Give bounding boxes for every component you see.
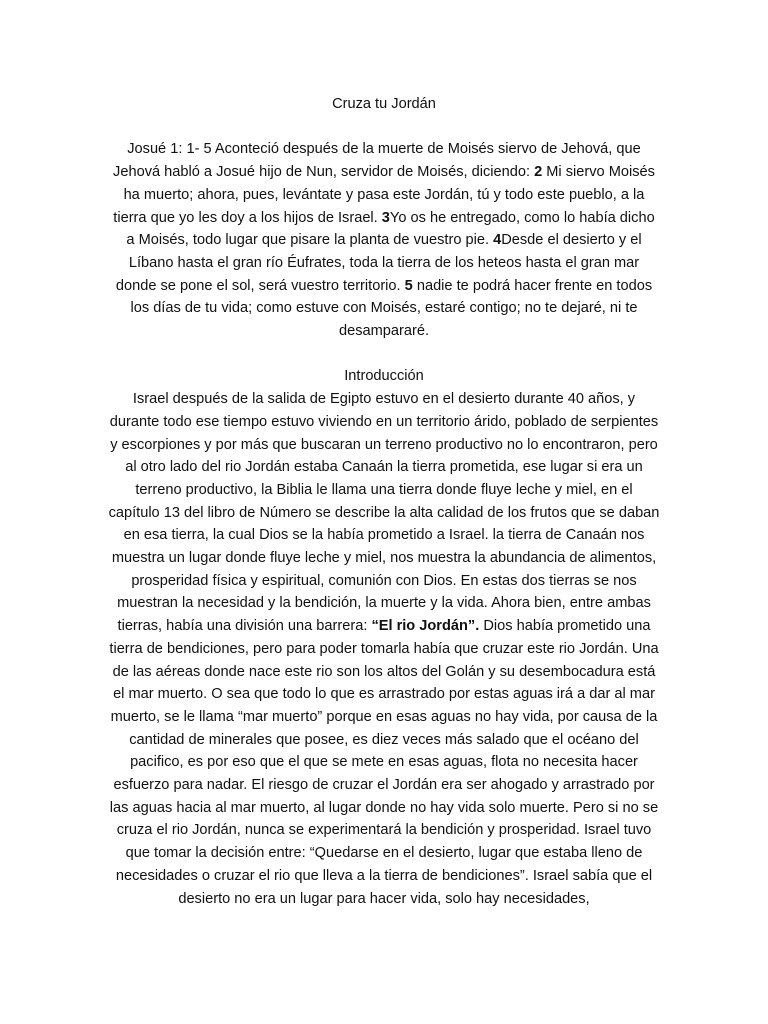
passage-text-5: nadie te podrá hacer frente en todos los días de tu vida; como estuve con Moisés, estaré contigo; no te dejaré, ni te desampararé. [130, 277, 653, 340]
document-body [108, 93, 660, 910]
introduction-heading: Introducción [344, 368, 424, 385]
intro-bold-phrase: “El rio Jordán”. [371, 618, 480, 635]
introduction-paragraph [108, 388, 660, 910]
intro-text-1: Israel después de la salida de Egipto estuvo en el desierto durante 40 años, y durante todo ese tiempo estuvo viviendo en un territorio árido, poblado de serpientes y escorpiones y por más que buscaran un terreno productivo no lo encontraron, pero al otro lado del rio Jordán estaba Canaán la tierra prometida, ese lugar si era un terreno productivo, la Biblia le llama una tierra donde fluye leche y miel, en el capítulo 13 del libro de Número se describe la alta calidad de los frutos que se daban en esa tierra, la cual Dios se la había prometido a Israel. la tierra de Canaán nos muestra un lugar donde fluye leche y miel, nos muestra la abundancia de alimentos, prosperidad física y espiritual, comunión con Dios. En estas dos tierras se nos muestran la necesidad y la bendición, la muerte y la vida. Ahora bien, entre ambas tierras, había una división una barrera: [108, 391, 660, 635]
blank-line [108, 116, 660, 139]
passage-text-1: Josué 1: 1- 5 Aconteció después de la muerte de Moisés siervo de Jehová, que Jehová habló a Josué hijo de Nun, servidor de Moisés, diciendo: [113, 141, 641, 181]
passage-text-2: Mi siervo Moisés ha muerto; ahora, pues, levántate y pasa este Jordán, tú y todo este pueblo, a la tierra que yo les doy a los hijos de Israel. [113, 164, 655, 226]
verse-number-2: 2 [534, 164, 543, 181]
document-title: Cruza tu Jordán [332, 96, 436, 112]
passage-text-4: Desde el desierto y el Líbano hasta el gran río Éufrates, toda la tierra de los heteos hasta el gran mar donde se pone el sol, será vuestro territorio. [115, 232, 642, 294]
scripture-passage [108, 138, 660, 342]
intro-text-2: Dios había prometido una tierra de bendiciones, pero para poder tomarla había que cruzar este rio Jordán. Una de las aéreas donde nace este rio son los altos del Golán y su desembocadura está el mar muerto. O sea que todo lo que es arrastrado por estas aguas irá a dar al mar muerto, se le llama “mar muerto” porque en esas aguas no hay vida, por causa de la cantidad de minerales que posee, es diez veces más salado que el océano del pacifico, es por eso que el que se mete en esas aguas, flota no necesita hacer esfuerzo para nadar. El riesgo de cruzar el Jordán era ser ahogado y arrastrado por las aguas hacia al mar muerto, al lugar donde no hay vida solo muerte. Pero si no se cruza el rio Jordán, nunca se experimentará la bendición y prosperidad. Israel tuvo que tomar la decisión entre: “Quedarse en el desierto, lugar que estaba lleno de necesidades o cruzar el rio que lleva a la tierra de bendiciones”. Israel sabía que el desierto no era un lugar para hacer vida, solo hay necesidades, [109, 618, 659, 907]
verse-number-5: 5 [404, 277, 413, 294]
blank-line [108, 343, 660, 366]
passage-text-3: Yo os he entregado, como lo había dicho a Moisés, todo lugar que pisare la planta de vuestro pie. [126, 209, 655, 249]
verse-number-3: 3 [381, 209, 390, 226]
verse-number-4: 4 [493, 232, 502, 249]
